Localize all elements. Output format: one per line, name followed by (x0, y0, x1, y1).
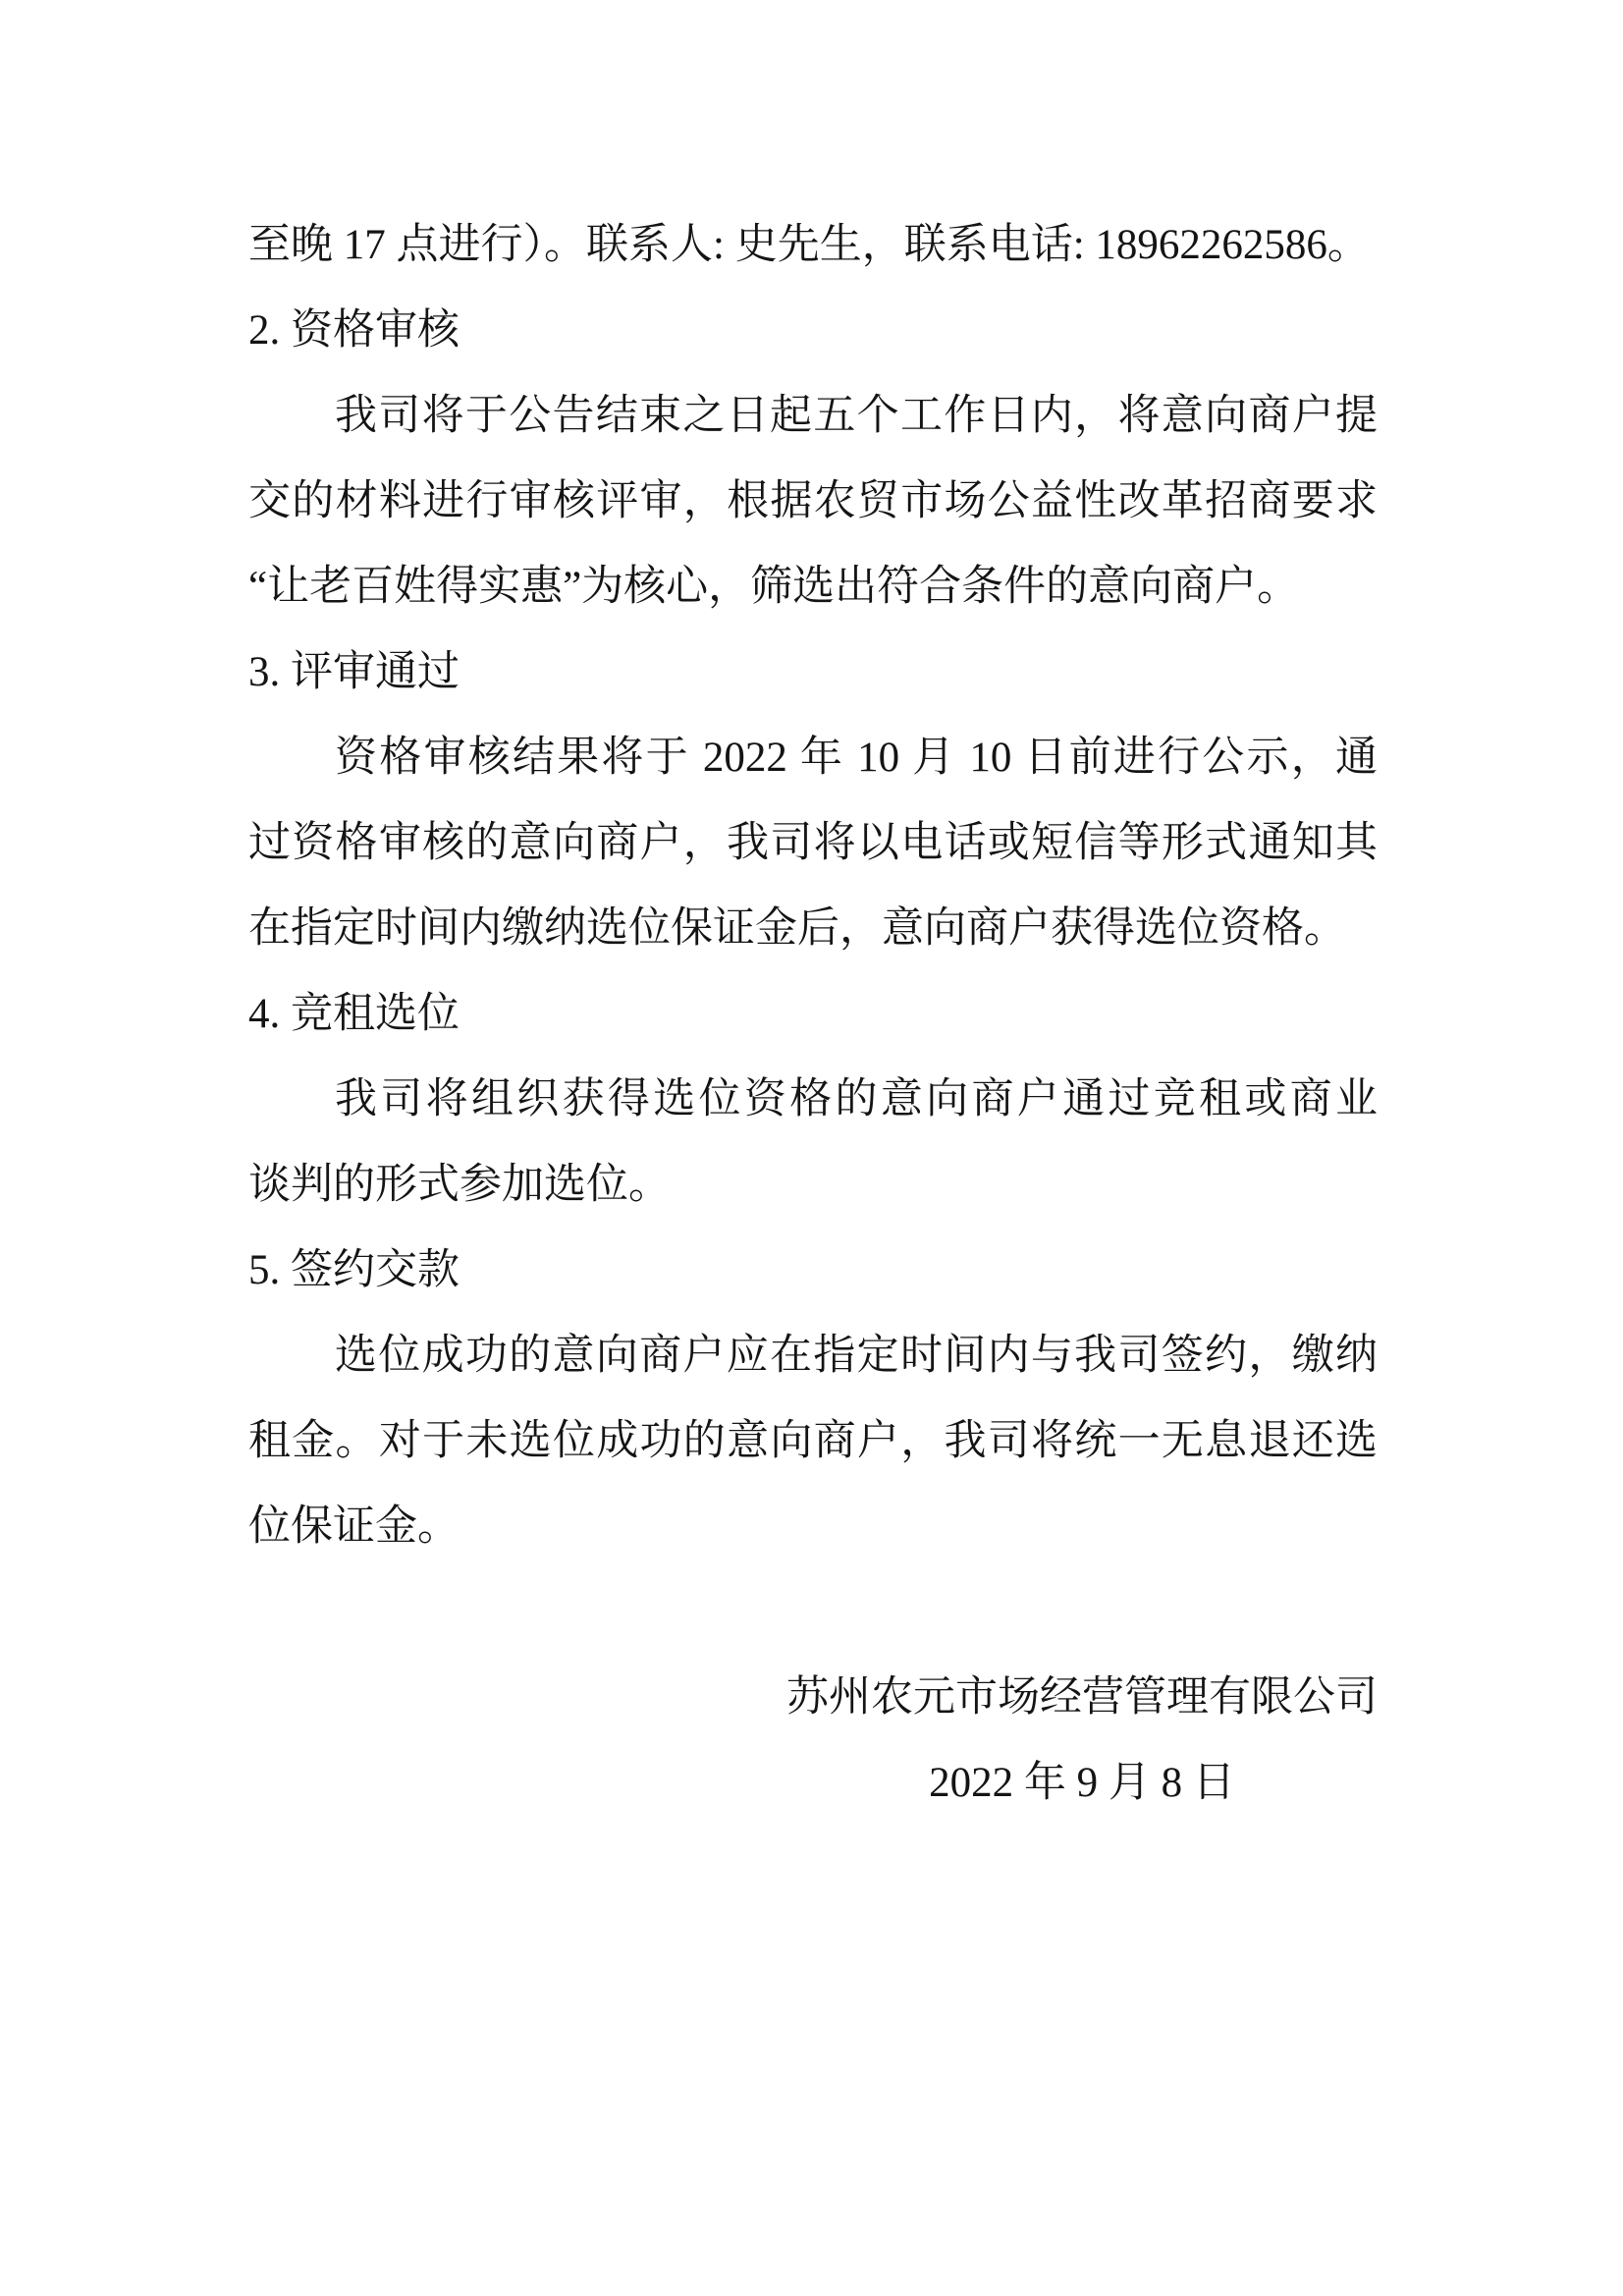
heading-line: 3. 评审通过 (248, 649, 460, 695)
paragraph-lines (248, 202, 1378, 1569)
text-line: 租金。对于未选位成功的意向商户，我司将统一无息退还选 (248, 1418, 1378, 1464)
text-line: 谈判的形式参加选位。 (248, 1162, 671, 1208)
text-line: 交的材料进行审核评审，根据农贸市场公益性改革招商要求 (248, 478, 1378, 524)
heading-line: 5. 签约交款 (248, 1247, 460, 1293)
text-line: 至晚 17 点进行）。联系人: 史先生，联系电话: 18962262586。 (248, 222, 1370, 268)
heading-line: 2. 资格审核 (248, 307, 460, 354)
signature-inner (786, 1655, 1378, 1826)
text-line: 资格审核结果将于 2022 年 10 月 10 日前进行公示，通 (335, 735, 1378, 781)
text-line: 过资格审核的意向商户，我司将以电话或短信等形式通知其 (248, 820, 1378, 866)
text-line: “让老百姓得实惠”为核心，筛选出符合条件的意向商户。 (248, 564, 1300, 610)
text-line: 我司将组织获得选位资格的意向商户通过竞租或商业 (335, 1076, 1378, 1122)
text-line: 选位成功的意向商户应在指定时间内与我司签约，缴纳 (335, 1333, 1378, 1379)
signature-block (248, 1655, 1378, 1826)
text-line: 我司将于公告结束之日起五个工作日内，将意向商户提 (335, 393, 1378, 439)
text-line: 在指定时间内缴纳选位保证金后，意向商户获得选位资格。 (248, 905, 1346, 952)
document-body (248, 202, 1378, 1826)
heading-line: 4. 竞租选位 (248, 991, 460, 1037)
signature-date: 2022 年 9 月 8 日 (929, 1760, 1235, 1806)
company-name: 苏州农元市场经营管理有限公司 (786, 1674, 1378, 1721)
text-line: 位保证金。 (248, 1503, 460, 1550)
